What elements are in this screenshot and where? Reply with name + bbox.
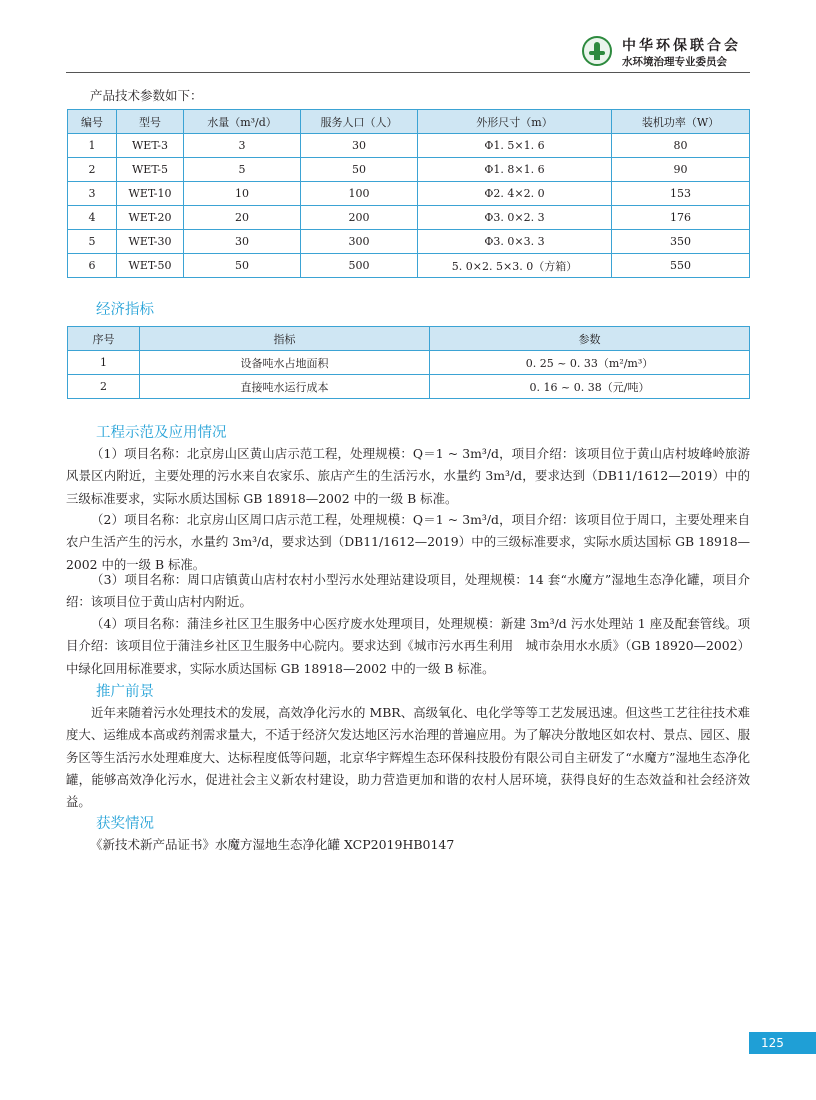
section-heading-engineering: 工程示范及应用情况	[96, 425, 227, 441]
federation-logo-icon	[582, 36, 612, 66]
table-cell: 80	[612, 134, 750, 158]
col-header-power: 装机功率（W）	[612, 110, 750, 134]
prospect-paragraph: 近年来随着污水处理技术的发展，高效净化污水的 MBR、高级氧化、电化学等等工艺发展迅速。但这些工艺往往技术难度大、运维成本高或药剂需求量大，不适于经济欠发达地区污水治理的普遍应用。为了解决分散地区如农村、景点、园区、服务区等生活污水处理难度大、达标程度低等问题，北京华宇辉煌生态环保科技股份有限公司自主研发了“水魔方”湿地生态净化罐，能够高效净化污水，促进社会主义新农村建设，助力营造更加和谐的农村人居环境，获得良好的生态效益和社会经济效益。	[66, 705, 750, 810]
table-cell: 0. 16 ~ 0. 38（元/吨）	[430, 375, 750, 399]
table-cell: 30	[301, 134, 418, 158]
table-cell: 10	[184, 182, 301, 206]
table-cell: Φ3. 0×2. 3	[418, 206, 612, 230]
economic-table	[67, 326, 750, 399]
table-row	[68, 134, 750, 158]
table-cell: 30	[184, 230, 301, 254]
table-cell: 3	[68, 182, 117, 206]
table-cell: WET-20	[117, 206, 184, 230]
table-cell: 1	[68, 134, 117, 158]
table-cell: WET-3	[117, 134, 184, 158]
table-cell: 200	[301, 206, 418, 230]
section-heading-prospect: 推广前景	[96, 684, 154, 700]
engineering-paragraph-1: （1）项目名称：北京房山区黄山店示范工程，处理规模：Q＝1 ~ 3m³/d，项目介绍：该项目位于黄山店村坡峰岭旅游风景区内附近，主要处理的污水来自农家乐、旅店产生的生活污水，水量约 3m³/d，要求达到（DB11/1612—2019）中的三级标准要求，实际水质达国标 GB 18918—2002 中的一级 B 标准。	[66, 446, 750, 506]
table-cell: WET-50	[117, 254, 184, 278]
spec-table	[67, 109, 750, 278]
header-divider	[66, 72, 750, 73]
award-item: 《新技术新产品证书》水魔方湿地生态净化罐 XCP2019HB0147	[90, 837, 455, 852]
table-row	[68, 206, 750, 230]
table-cell: 100	[301, 182, 418, 206]
table-cell: Φ1. 8×1. 6	[418, 158, 612, 182]
engineering-paragraph-3: （3）项目名称：周口店镇黄山店村农村小型污水处理站建设项目，处理规模：14 套“水魔方”湿地生态净化罐，项目介绍：该项目位于黄山店村内附近。	[66, 572, 750, 610]
spec-table-header-row	[68, 110, 750, 134]
col-header-id: 编号	[68, 110, 117, 134]
table-cell: 设备吨水占地面积	[140, 351, 430, 375]
table-cell: 5. 0×2. 5×3. 0（方箱）	[418, 254, 612, 278]
table-cell: 90	[612, 158, 750, 182]
page-number: 125	[749, 1032, 816, 1054]
table-cell: 6	[68, 254, 117, 278]
org-name: 中华环保联合会	[622, 38, 741, 54]
col-header-water: 水量（m³/d）	[184, 110, 301, 134]
intro-text: 产品技术参数如下：	[90, 88, 203, 103]
table-cell: Φ1. 5×1. 6	[418, 134, 612, 158]
col-header-population: 服务人口（人）	[301, 110, 418, 134]
table-cell: 50	[184, 254, 301, 278]
col-header-indicator: 指标	[140, 327, 430, 351]
table-cell: 153	[612, 182, 750, 206]
org-subtitle: 水环境治理专业委员会	[622, 56, 727, 68]
table-row	[68, 254, 750, 278]
col-header-model: 型号	[117, 110, 184, 134]
economic-table-header-row	[68, 327, 750, 351]
table-row	[68, 182, 750, 206]
table-cell: 1	[68, 351, 140, 375]
col-header-seq: 序号	[68, 327, 140, 351]
table-cell: 2	[68, 375, 140, 399]
section-heading-economic: 经济指标	[96, 302, 154, 318]
table-cell: WET-10	[117, 182, 184, 206]
table-cell: 2	[68, 158, 117, 182]
table-cell: WET-30	[117, 230, 184, 254]
table-cell: 300	[301, 230, 418, 254]
table-cell: 176	[612, 206, 750, 230]
table-cell: 直接吨水运行成本	[140, 375, 430, 399]
table-cell: Φ2. 4×2. 0	[418, 182, 612, 206]
table-cell: 0. 25 ~ 0. 33（m²/m³）	[430, 351, 750, 375]
table-cell: 5	[184, 158, 301, 182]
table-cell: 500	[301, 254, 418, 278]
table-cell: Φ3. 0×3. 3	[418, 230, 612, 254]
page-header	[66, 34, 750, 72]
engineering-paragraph-4: （4）项目名称：蒲洼乡社区卫生服务中心医疗废水处理项目，处理规模：新建 3m³/d 污水处理站 1 座及配套管线。项目介绍：该项目位于蒲洼乡社区卫生服务中心院内。要求达到《城市污水再生利用 城市杂用水水质》（GB 18920—2002）中绿化回用标准要求，实际水质达国标 GB 18918—2002 中的一级 B 标准。	[66, 616, 750, 676]
table-cell: 20	[184, 206, 301, 230]
col-header-parameter: 参数	[430, 327, 750, 351]
table-row	[68, 158, 750, 182]
table-row	[68, 351, 750, 375]
table-row	[68, 230, 750, 254]
table-cell: 50	[301, 158, 418, 182]
table-cell: 3	[184, 134, 301, 158]
table-cell: 5	[68, 230, 117, 254]
col-header-dimensions: 外形尺寸（m）	[418, 110, 612, 134]
table-cell: 350	[612, 230, 750, 254]
table-cell: WET-5	[117, 158, 184, 182]
table-cell: 550	[612, 254, 750, 278]
table-cell: 4	[68, 206, 117, 230]
table-row	[68, 375, 750, 399]
engineering-paragraph-2: （2）项目名称：北京房山区周口店示范工程，处理规模：Q＝1 ~ 3m³/d，项目介绍：该项目位于周口，主要处理来自农户生活产生的污水，水量约 3m³/d，要求达到（DB11/1612—2019）中的三级标准要求，实际水质达国标 GB 18918—2002 中的一级 B 标准。	[66, 512, 750, 572]
section-heading-awards: 获奖情况	[96, 816, 154, 832]
